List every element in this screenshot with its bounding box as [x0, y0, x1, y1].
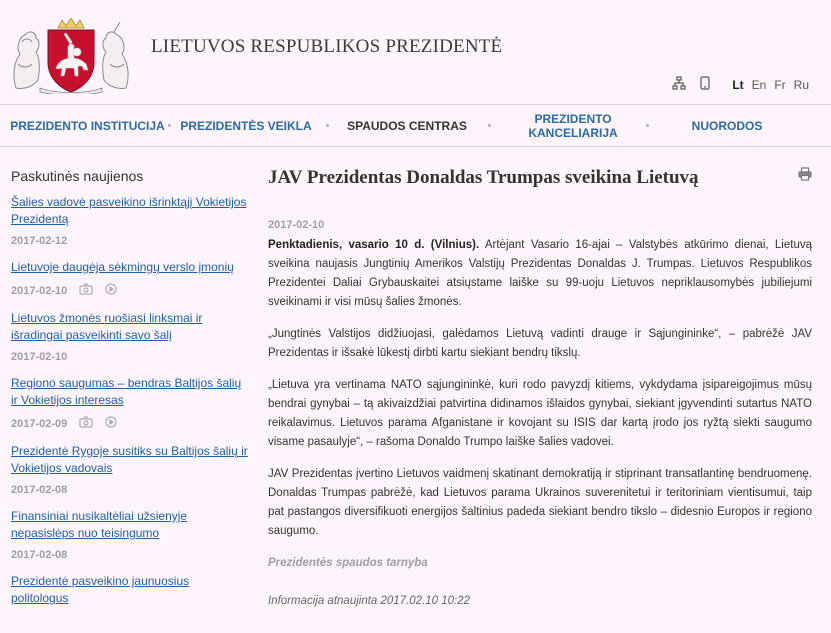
news-meta: [11, 235, 249, 247]
article: [268, 167, 812, 607]
latest-news-sidebar: [11, 168, 249, 619]
news-meta: [11, 549, 249, 561]
sitemap-icon[interactable]: [672, 76, 686, 93]
news-link[interactable]: Prezidentė pasveikino jaunuosius politologus: [11, 574, 190, 605]
article-paragraph: JAV Prezidentas įvertino Lietuvos vaidmenį skatinant demokratiją ir stiprinant transatlantinę bendruomenę. Donaldas Trumpas pabrėžė, kad Lietuvos parama Ukrainos suverenitetui ir teritoriniam vientisumui, taip pat pastangos diversifikuoti energijos šaltinius padeda siekiant bendro tikslo – didesnio Europos ir regiono saugumo.: [268, 468, 812, 537]
nav-spaudos-centras[interactable]: SPAUDOS CENTRAS: [347, 118, 467, 133]
list-item: [11, 310, 249, 363]
mobile-icon[interactable]: [700, 76, 710, 93]
video-play-icon[interactable]: [105, 283, 117, 298]
site-title[interactable]: LIETUVOS RESPUBLIKOS PREZIDENTĖ: [151, 36, 503, 57]
article-date: 2017-02-10: [268, 219, 325, 231]
nav-divider: [0, 146, 831, 147]
language-ru[interactable]: Ru: [793, 77, 809, 92]
news-link[interactable]: Šalies vadovė pasveikino išrinktąjį Vokietijos Prezidentą: [11, 195, 247, 226]
news-date: 2017-02-08: [11, 549, 68, 561]
print-icon[interactable]: [798, 167, 812, 186]
news-meta: [11, 484, 249, 496]
article-source: Prezidentės spaudos tarnyba: [268, 557, 428, 569]
news-link[interactable]: Finansiniai nusikaltėliai užsienyje nepasislėps nuo teisingumo: [11, 509, 188, 540]
news-meta: [11, 283, 249, 298]
sidebar-title: Paskutinės naujienos: [11, 168, 144, 184]
header-tools: [672, 76, 809, 93]
nav-separator: [326, 124, 329, 127]
article-title: JAV Prezidentas Donaldas Trumpas sveikina Lietuvą: [268, 167, 699, 188]
language-fr[interactable]: Fr: [774, 77, 786, 92]
news-link[interactable]: Prezidentė Rygoje susitiks su Baltijos šalių ir Vokietijos vadovais: [11, 444, 248, 475]
article-paragraph: „Jungtinės Valstijos didžiuojasi, galėdamos Lietuvą vadinti drauge ir Sąjungininke“, – pabrėžė JAV Prezidentas ir išsakė lūkestį dirbti kartu siekiant bendrų tikslų.: [268, 328, 812, 359]
language-en[interactable]: En: [751, 77, 767, 92]
coat-of-arms-logo[interactable]: [10, 18, 132, 94]
news-link[interactable]: Lietuvoje daugėja sėkmingų verslo įmonių: [11, 260, 234, 274]
photo-gallery-icon[interactable]: [79, 416, 93, 431]
main-nav: [0, 105, 831, 146]
list-item: [11, 259, 249, 298]
list-item: [11, 508, 249, 561]
article-lead-dateline: Penktadienis, vasario 10 d. (Vilnius).: [268, 239, 480, 251]
nav-separator: [168, 124, 171, 127]
news-meta: [11, 351, 249, 363]
article-updated: Informacija atnaujinta 2017.02.10 10:22: [268, 595, 471, 607]
article-paragraph: „Lietuva yra vertinama NATO sąjungininkė, kuri rodo pavyzdį kitiems, vykdydama įsipareigojimus mūsų bendrai gynybai – tą akivaizdžiai patvirtina didinamos išlaidos gynybai, siekiant įgyvendinti sutartus NATO reikalavimus. Lietuvos parama Afganistane ir kovojant su ISIS dar kartą įrodo jos ryžtą siekti saugumo visame pasaulyje“, – rašoma Donaldo Trumpo laiške šalies vadovei.: [268, 379, 812, 448]
nav-nuorodos[interactable]: NUORODOS: [691, 118, 763, 133]
nav-prezidentes-veikla[interactable]: PREZIDENTĖS VEIKLA: [180, 118, 312, 133]
nav-separator: [646, 124, 649, 127]
news-date: 2017-02-10: [11, 351, 68, 363]
news-link[interactable]: Lietuvos žmonės ruošiasi linksmai ir išradingai pasveikinti savo šalį: [11, 311, 203, 342]
news-link[interactable]: Regiono saugumas – bendras Baltijos šalių ir Vokietijos interesas: [11, 376, 242, 407]
news-date: 2017-02-10: [11, 284, 68, 297]
news-meta: [11, 416, 249, 431]
article-lead: [268, 236, 812, 312]
list-item: [11, 194, 249, 247]
news-date: 2017-02-12: [11, 235, 68, 247]
article-lead-text: Artėjant Vasario 16-ajai – Valstybės atkūrimo dienai, Lietuvą sveikina naujasis Jungtinių Amerikos Valstijų Prezidentas Donaldas J. Trumpas. Lietuvos Respublikos Prezidentei Daliai Grybauskaitei atsiųstame laiške su 99-uoju Lietuvos nepriklausomybės jubiliejumi sveikinami ir visi mūsų šalies žmonės.: [268, 239, 812, 308]
list-item: [11, 573, 249, 607]
list-item: [11, 375, 249, 431]
video-play-icon[interactable]: [105, 416, 117, 431]
photo-gallery-icon[interactable]: [79, 283, 93, 298]
list-item: [11, 443, 249, 496]
site-header: [0, 0, 831, 104]
nav-prezidento-kanceliarija[interactable]: PREZIDENTO KANCELIARIJA: [528, 111, 618, 140]
nav-separator: [488, 124, 491, 127]
news-date: 2017-02-09: [11, 417, 68, 430]
language-lt[interactable]: Lt: [732, 77, 744, 92]
nav-prezidento-institucija[interactable]: PREZIDENTO INSTITUCIJA: [10, 118, 165, 133]
news-date: 2017-02-08: [11, 484, 68, 496]
